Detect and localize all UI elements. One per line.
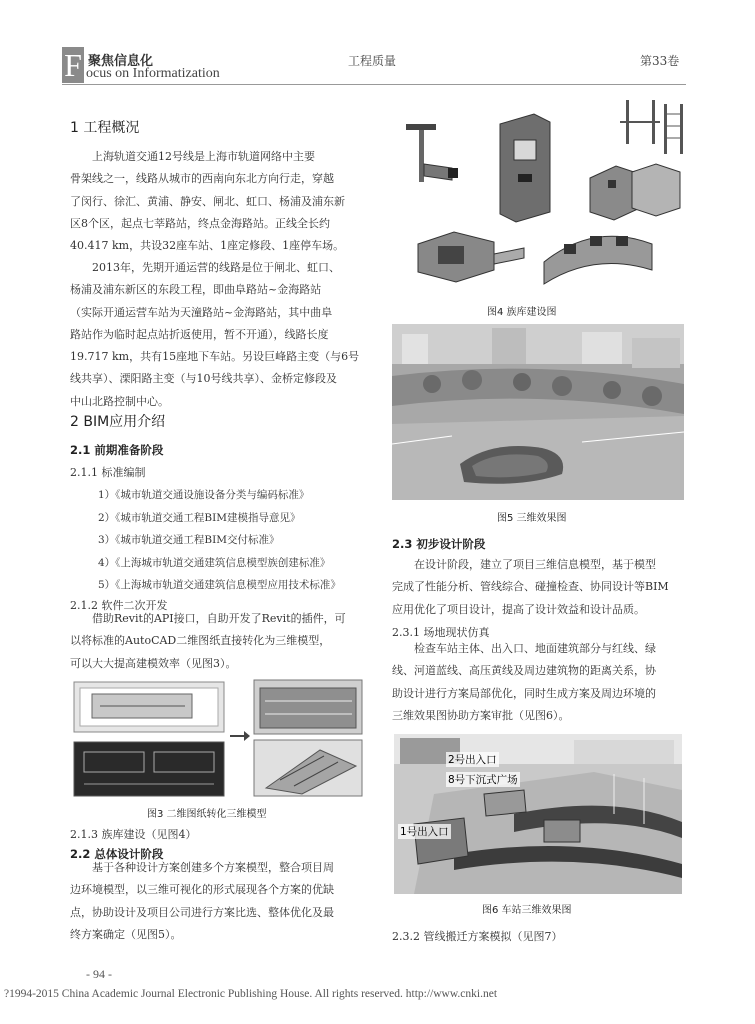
figure-6 <box>394 734 682 894</box>
figure-5-image <box>392 324 684 500</box>
para-line: 三维效果图协助方案审批（见图6）。 <box>392 708 570 722</box>
para-line: 应用优化了项目设计，提高了设计效益和设计品质。 <box>392 602 645 616</box>
figure-6-image <box>394 734 682 894</box>
para-line: 区8个区，起点七莘路站，终点金海路站。正线全长约 <box>70 216 330 230</box>
section-2-1-title: 2.1 前期准备阶段 <box>70 443 164 457</box>
para-line: 了闵行、徐汇、黄浦、静安、闸北、虹口、杨浦及浦东新 <box>70 194 345 208</box>
section-1-paragraph-2 <box>70 257 364 413</box>
para-line: 在设计阶段，建立了项目三维信息模型，基于模型 <box>414 558 656 571</box>
list-item: 3）《城市轨道交通工程BIM交付标准》 <box>98 534 280 546</box>
figure-6-label-exit-2: 2号出入口 <box>448 754 497 766</box>
para-line: 点，协助设计及项目公司进行方案比选、整体优化及最 <box>70 905 334 919</box>
column-name-en: ocus on Informatization <box>86 66 220 81</box>
list-item: 5）《上海城市轨道交通建筑信息模型应用技术标准》 <box>98 579 341 591</box>
para-line: 助设计进行方案局部优化，同时生成方案及周边环境的 <box>392 686 656 700</box>
para-line: 19.717 km，共有15座地下车站。另设巨峰路主变（与6号 <box>70 350 360 364</box>
column-logo-letter: F <box>62 47 84 83</box>
para-line: 线共享）、溧阳路主变（与10号线共享）、金桥定修段及 <box>70 372 337 386</box>
section-2-2-paragraph <box>70 857 364 946</box>
para-line: 杨浦及浦东新区的东段工程，即曲阜路站~金海路站 <box>70 283 322 297</box>
figure-4-caption: 图4 族库建设图 <box>487 307 557 318</box>
para-line: 40.417 km，共设32座车站、1座定修段、1座停车场。 <box>70 239 345 253</box>
figure-4 <box>394 94 690 294</box>
standards-list <box>98 484 341 597</box>
para-line: 检查车站主体、出入口、地面建筑部分与红线、绿 <box>414 642 656 655</box>
section-2-3-paragraph <box>392 554 684 621</box>
journal-name: 工程质量 <box>348 54 397 68</box>
para-line: （实际开通运营车站为天潼路站~金海路站，其中曲阜 <box>70 305 333 319</box>
para-line: 终方案确定（见图5）。 <box>70 927 182 941</box>
section-2-3-2-title: 2.3.2 管线搬迁方案模拟（见图7） <box>392 930 563 943</box>
section-2-1-2-title: 2.1.2 软件二次开发 <box>70 599 168 612</box>
para-line: 2013年，先期开通运营的线路是位于闸北、虹口、 <box>92 261 340 274</box>
para-line: 完成了性能分析、管线综合、碰撞检查、协同设计等BIM <box>392 580 669 594</box>
section-1-paragraph-1 <box>70 146 364 257</box>
section-2-3-1-paragraph <box>392 638 684 727</box>
section-2-1-2-paragraph <box>70 608 364 675</box>
para-line: 以将标准的AutoCAD二维图纸直接转化为三维模型， <box>70 634 331 648</box>
list-item: 1）《城市轨道交通设施设备分类与编码标准》 <box>98 489 310 501</box>
section-2-3-1-title: 2.3.1 场地现状仿真 <box>392 626 490 639</box>
figure-6-label-plaza-8: 8号下沉式广场 <box>448 774 518 786</box>
section-2-2-title: 2.2 总体设计阶段 <box>70 847 164 861</box>
section-2-3-title: 2.3 初步设计阶段 <box>392 537 486 551</box>
figure-5-caption: 图5 三维效果图 <box>497 513 567 524</box>
figure-3 <box>70 676 366 800</box>
header-divider <box>62 84 686 85</box>
para-line: 路站作为临时起点站折返使用，暂不开通），线路长度 <box>70 327 329 341</box>
para-line: 基于各种设计方案创建多个方案模型，整合项目周 <box>92 861 334 874</box>
figure-3-caption: 图3 二维图纸转化三维模型 <box>147 809 267 820</box>
para-line: 上海轨道交通12号线是上海市轨道网络中主要 <box>92 150 315 163</box>
figure-5 <box>392 324 684 500</box>
para-line: 边环境模型，以三维可视化的形式展现各个方案的优缺 <box>70 883 334 897</box>
para-line: 可以大大提高建模效率（见图3）。 <box>70 656 237 670</box>
page-number: - 94 - <box>86 967 112 981</box>
section-1-title: 1 工程概况 <box>70 120 140 136</box>
figure-4-image <box>394 94 690 294</box>
para-line: 线、河道蓝线、高压黄线及周边建筑物的距离关系，协 <box>392 664 656 678</box>
section-2-1-3-title: 2.1.3 族库建设（见图4） <box>70 828 197 841</box>
figure-6-label-exit-1: 1号出入口 <box>400 826 449 838</box>
column-name-cn: 聚焦信息化 <box>88 54 154 69</box>
para-line: 骨架线之一，线路从城市的西南向东北方向行走，穿越 <box>70 172 334 186</box>
list-item: 4）《上海城市轨道交通建筑信息模型族创建标准》 <box>98 556 331 569</box>
volume-number: 第33卷 <box>640 54 680 68</box>
section-2-title: 2 BIM应用介绍 <box>70 414 166 430</box>
para-line: 中山北路控制中心。 <box>70 394 169 408</box>
figure-6-caption: 图6 车站三维效果图 <box>482 905 572 916</box>
figure-3-image <box>70 676 366 800</box>
section-2-1-1-title: 2.1.1 标准编制 <box>70 466 146 479</box>
list-item: 2）《城市轨道交通工程BIM建模指导意见》 <box>98 511 301 524</box>
copyright-line: ?1994-2015 China Academic Journal Electronic Publishing House. All rights reserved. http://www.cnki.net <box>4 988 498 1000</box>
para-line: 借助Revit的API接口，自助开发了Revit的插件，可 <box>92 612 346 625</box>
